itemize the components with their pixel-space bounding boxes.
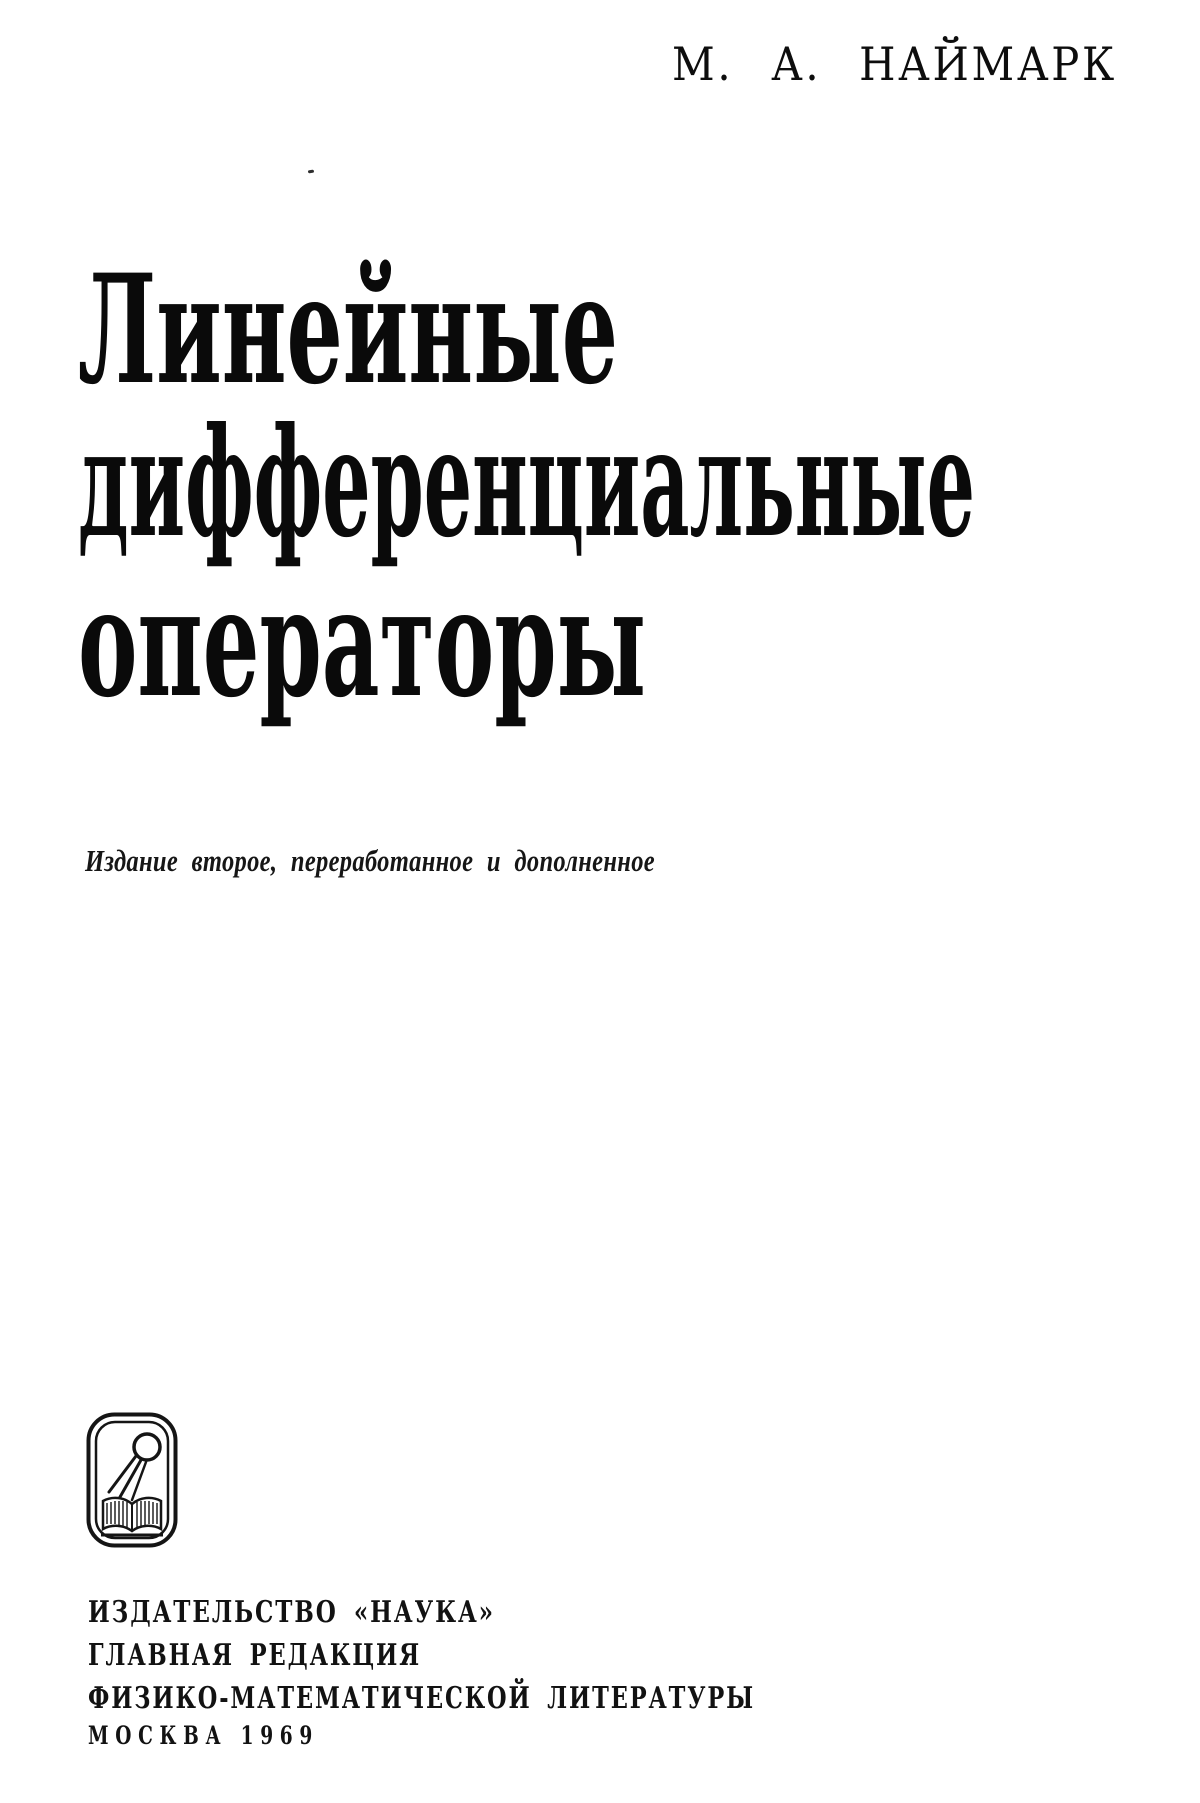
nauka-publisher-logo-icon [86, 1412, 178, 1548]
sputnik-icon [134, 1434, 160, 1460]
imprint-city: МОСКВА [88, 1721, 228, 1750]
book-page-hatching-right [137, 1501, 157, 1528]
publisher-editorial-line-1: ГЛАВНАЯ РЕДАКЦИЯ [88, 1638, 421, 1673]
scan-speck [308, 170, 314, 174]
edition-note: Издание второе, переработанное и дополненное [85, 843, 655, 878]
publisher-editorial-line-2: ФИЗИКО-МАТЕМАТИЧЕСКОЙ ЛИТЕРАТУРЫ [88, 1681, 755, 1716]
imprint-year: 1969 [240, 1721, 319, 1750]
book-title-line-3: операторы [78, 555, 646, 731]
publisher-name: ИЗДАТЕЛЬСТВО «НАУКА» [88, 1595, 495, 1630]
book-page-hatching-left [107, 1501, 127, 1528]
author-name: М. А. НАЙМАРК [672, 37, 1117, 91]
sputnik-ray-3 [132, 1462, 146, 1500]
book-title-line-2: дифференциальные [78, 395, 975, 571]
imprint-city-year [88, 1723, 319, 1748]
book-title-line-1: Линейные [78, 242, 618, 418]
